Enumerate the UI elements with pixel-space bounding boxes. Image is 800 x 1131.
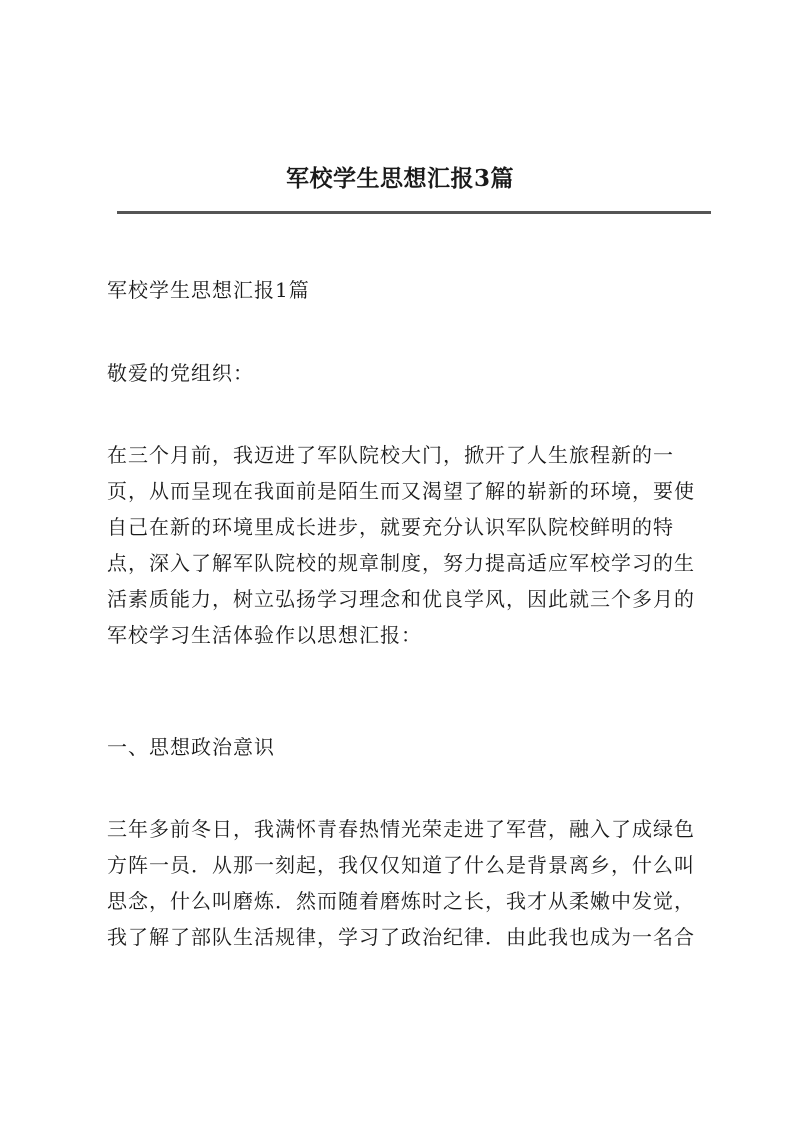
text-line: 页，从而呈现在我面前是陌生而又渴望了解的崭新的环境，要使 bbox=[107, 479, 695, 503]
text-line: 在三个月前，我迈进了军队院校大门，掀开了人生旅程新的一 bbox=[107, 443, 674, 467]
text-line: 活素质能力，树立弘扬学习理念和优良学风，因此就三个多月的 bbox=[107, 587, 695, 611]
text-line: 军校学习生活体验作以思想汇报： bbox=[107, 623, 422, 647]
title-divider bbox=[117, 211, 711, 214]
text-line: 点，深入了解军队院校的规章制度，努力提高适应军校学习的生 bbox=[107, 551, 695, 575]
salutation: 敬爱的党组织： bbox=[107, 361, 254, 385]
intro-paragraph bbox=[107, 437, 707, 653]
body-paragraph bbox=[107, 811, 707, 955]
document-title: 军校学生思想汇报3篇 bbox=[285, 165, 514, 192]
text-line: 我了解了部队生活规律，学习了政治纪律．由此我也成为一名合 bbox=[107, 925, 695, 949]
text-line: 三年多前冬日，我满怀青春热情光荣走进了军营，融入了成绿色 bbox=[107, 817, 695, 841]
text-line: 方阵一员．从那一刻起，我仅仅知道了什么是背景离乡，什么叫 bbox=[107, 853, 695, 877]
section-subtitle: 军校学生思想汇报1篇 bbox=[107, 278, 310, 302]
section-heading: 一、思想政治意识 bbox=[107, 735, 275, 759]
text-line: 自己在新的环境里成长进步，就要充分认识军队院校鲜明的特 bbox=[107, 515, 674, 539]
text-line: 思念，什么叫磨炼．然而随着磨炼时之长，我才从柔嫩中发觉， bbox=[107, 889, 695, 913]
